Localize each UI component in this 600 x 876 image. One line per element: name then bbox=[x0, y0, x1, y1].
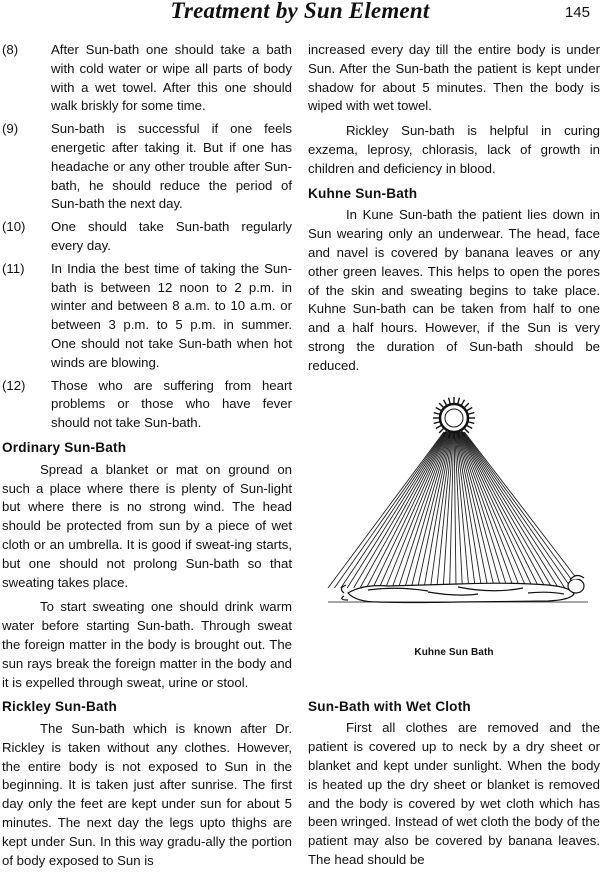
section-heading-kuhne: Kuhne Sun-Bath bbox=[308, 185, 418, 201]
right-column bbox=[308, 41, 600, 876]
section-heading-ordinary: Ordinary Sun-Bath bbox=[2, 439, 127, 455]
list-item-number: (11) bbox=[2, 260, 25, 276]
page-number: 145 bbox=[564, 4, 590, 21]
paragraph: Spread a blanket or mat on ground on such a place where there is plenty of Sun-light but where there is no strong wind. The head should be protected from sun by a piece of wet cloth or an umbrella. It is good if sweat-ing starts, but one should not prolong Sun-bath so that sweating takes place. bbox=[2, 461, 292, 590]
list-item bbox=[2, 377, 292, 433]
list-item bbox=[2, 218, 292, 256]
list-item-number: (10) bbox=[2, 219, 26, 235]
page-title: Treatment by Sun Element bbox=[170, 0, 430, 23]
sun-icon bbox=[433, 397, 475, 439]
kuhne-sun-bath-figure bbox=[308, 388, 600, 692]
list-item bbox=[2, 260, 292, 373]
list-item-text: Those who are suffering from heart problems or those who have fever should not take Sun-bath. bbox=[51, 377, 292, 431]
list-item bbox=[2, 41, 292, 116]
paragraph: The Sun-bath which is known after Dr. Rickley is taken without any clothes. However, the entire body is not exposed to Sun in the beginning. It is taken just after sunrise. The first day only the feet are kept under sun for about 5 minutes. The next day the legs upto thighs are kept under Sun. In this way gradu-ally the portion of body exposed to Sun is bbox=[2, 721, 292, 868]
list-item-text: In India the best time of taking the Sun-bath is between 12 noon to 2 p.m. in winter and between 8 a.m. to 10 a.m. or between 3 p.m. to 5 p.m. in summer. One should not take Sun-bath when hot winds are blowing. bbox=[51, 260, 292, 370]
paragraph: In Kune Sun-bath the patient lies down in Sun wearing only an underwear. The head, face and navel is covered by banana leaves or any other green leaves. This helps to open the pores of the skin and sweating begins to take place. Kuhne Sun-bath can be taken from half to one and a half hours. However, if the Sun is very strong the duration of Sun-bath should be reduced. bbox=[308, 207, 600, 373]
list-item-text: Sun-bath is successful if one feels energetic after taking it. But if one has headache or any other trouble after Sun-bath, he should reduce the period of Sun-bath the next day. bbox=[51, 121, 292, 212]
paragraph: increased every day till the entire body is under Sun. After the Sun-bath the patient is kept under shadow for about 5 minutes. Then the body is wiped with wet towel. bbox=[308, 42, 600, 114]
figure-caption: Kuhne Sun Bath bbox=[414, 646, 494, 658]
list-item-text: One should take Sun-bath regularly every day. bbox=[51, 219, 292, 253]
sun-rays-illustration bbox=[308, 388, 600, 638]
paragraph: First all clothes are removed and the patient is covered up to neck by a dry sheet or blanket and kept under sunlight. When the body is heated up the dry sheet or blanket is removed and the body is covered by wet cloth which has been wringed. Instead of wet cloth the body of the patient may also be covered by banana leaves. The head should be bbox=[308, 720, 600, 867]
list-item-number: (12) bbox=[2, 377, 26, 393]
list-item-number: (8) bbox=[2, 42, 19, 57]
section-heading-rickley: Rickley Sun-Bath bbox=[2, 699, 117, 715]
list-item-text: After Sun-bath one should take a bath with cold water or wipe all parts of body with a wet towel. After this one should walk briskly for some time. bbox=[51, 42, 292, 114]
paragraph: To start sweating one should drink warm water before starting Sun-bath. Through sweat the foreign matter in the body is brought out. The sun rays break the foreign matter in the body and it is expelled through sweat, urine or stool. bbox=[2, 599, 292, 690]
paragraph: Rickley Sun-bath is helpful in curing exzema, leprosy, chlorasis, lack of growth in children and deficiency in blood. bbox=[308, 123, 600, 176]
list-item-number: (9) bbox=[2, 121, 19, 137]
reclining-figure-icon bbox=[328, 575, 588, 602]
list-item bbox=[2, 120, 292, 214]
left-column bbox=[2, 41, 292, 876]
section-heading-wet-cloth: Sun-Bath with Wet Cloth bbox=[308, 698, 471, 714]
